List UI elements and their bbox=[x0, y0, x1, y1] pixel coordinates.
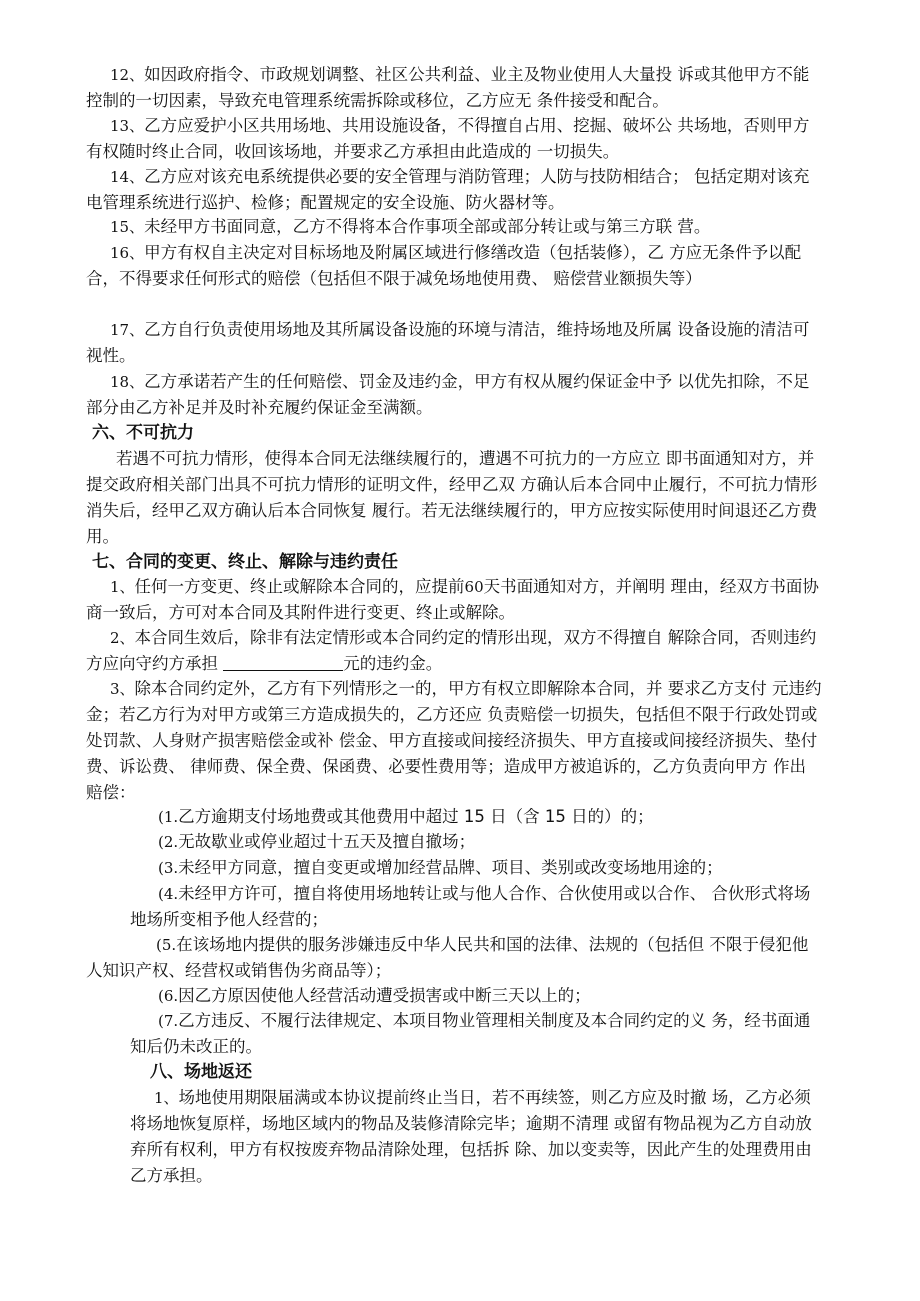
breach-item-3 bbox=[130, 855, 822, 881]
clause-16 bbox=[86, 240, 822, 292]
section-7-para-1 bbox=[86, 574, 822, 626]
item-number: (6. bbox=[158, 987, 179, 1005]
para-text-a: 本合同生效后，除非有法定情形或本合同约定的情形出现，双方不得擅自 解除合同，否则违约方应向守约方承担 bbox=[86, 628, 817, 673]
clause-number: 15、 bbox=[110, 218, 145, 236]
item-number: (4. bbox=[158, 885, 179, 903]
item-number: (5. bbox=[156, 936, 177, 954]
clause-13 bbox=[86, 113, 822, 165]
item-text: 乙方逾期支付场地费或其他费用中超过 15 日（含 15 日的）的； bbox=[178, 807, 654, 826]
breach-item-4 bbox=[130, 881, 822, 933]
para-number: 1、 bbox=[154, 1089, 179, 1107]
clause-text: 乙方应爱护小区共用场地、共用设施设备，不得擅自占用、挖掘、破坏公 共场地，否则甲方有权随时终止合同，收回该场地，并要求乙方承担由此造成的 一切损失。 bbox=[86, 116, 810, 161]
section-8-para-1 bbox=[130, 1085, 822, 1189]
clause-text: 乙方自行负责使用场地及其所属设备设施的环境与清洁，维持场地及所属 设备设施的清洁可视性。 bbox=[86, 320, 810, 365]
clause-number: 13、 bbox=[110, 117, 145, 135]
para-text-a: 任何一方变更、终止或解除本合同的，应提前 bbox=[134, 577, 465, 596]
clause-number: 12、 bbox=[110, 66, 145, 84]
clause-text: 如因政府指令、市政规划调整、社区公共利益、业主及物业使用人大量投 诉或其他甲方不能控制的一切因素，导致充电管理系统需拆除或移位，乙方应无 条件接受和配合。 bbox=[86, 65, 810, 110]
para-number: 3、 bbox=[110, 680, 135, 698]
clause-14 bbox=[86, 164, 822, 216]
clause-number: 17、 bbox=[110, 321, 145, 339]
clause-number: 18、 bbox=[110, 373, 145, 391]
clause-18 bbox=[86, 369, 822, 421]
breach-item-5 bbox=[86, 932, 822, 984]
clause-text: 未经甲方书面同意，乙方不得将本合作事项全部或部分转让或与第三方联 营。 bbox=[144, 217, 711, 236]
para-text-b: 元的违约金。 bbox=[343, 654, 443, 673]
para-text-b: 天书面通知对方，并阐明 理由，经双方书面协商一致后，方可对本合同及其附件进行变更、终止或解除。 bbox=[86, 577, 819, 622]
clause-17 bbox=[86, 317, 822, 369]
clause-12 bbox=[86, 62, 822, 114]
clause-text: 乙方承诺若产生的任何赔偿、罚金及违约金，甲方有权从履约保证金中予 以优先扣除，不足部分由乙方补足并及时补充履约保证金至满额。 bbox=[86, 372, 810, 417]
clause-text: 甲方有权自主决定对目标场地及附属区域进行修缮改造（包括装修），乙 方应无条件予以配合，不得要求任何形式的赔偿（包括但不限于减免场地使用费、 赔偿营业额损失等） bbox=[86, 243, 802, 288]
breach-item-2 bbox=[130, 829, 822, 855]
para-number: 2、 bbox=[110, 629, 135, 647]
item-text: 在该场地内提供的服务涉嫌违反中华人民共和国的法律、法规的（包括但 不限于侵犯他人知识产权、经营权或销售伪劣商品等）； bbox=[86, 935, 809, 980]
item-text: 未经甲方同意，擅自变更或增加经营品牌、项目、类别或改变场地用途的； bbox=[178, 858, 723, 877]
notice-days: 60 bbox=[464, 578, 484, 596]
section-7-para-3 bbox=[86, 676, 822, 806]
section-8-title: 八、场地返还 bbox=[150, 1062, 252, 1082]
item-text: 无故歇业或停业超过十五天及擅自撤场； bbox=[178, 832, 476, 851]
item-number: (2. bbox=[158, 833, 179, 851]
breach-item-6 bbox=[130, 983, 822, 1009]
para-number: 1、 bbox=[110, 578, 135, 596]
clause-15 bbox=[86, 214, 822, 240]
item-text: 未经甲方许可，擅自将使用场地转让或与他人合作、合伙使用或以合作、 合伙形式将场地场所变相予他人经营的； bbox=[130, 884, 811, 929]
penalty-amount-blank bbox=[223, 652, 343, 671]
para-text: 除本合同约定外，乙方有下列情形之一的，甲方有权立即解除本合同，并 要求乙方支付 元违约金；若乙方行为对甲方或第三方造成损失的，乙方还应 负责赔偿一切损失，包括但不限于行政处罚或处罚款、人身财产损害赔偿金或补 偿金、甲方直接或间接经济损失、甲方直接或间接经济损失、垫付费、诉讼费、 律师费、保全费、保函费、必要性费用等；造成甲方被追诉的，乙方负责向甲方 作出赔偿： bbox=[86, 679, 822, 802]
section-7-title: 七、合同的变更、终止、解除与违约责任 bbox=[92, 552, 398, 572]
section-6-body: 若遇不可抗力情形，使得本合同无法继续履行的，遭遇不可抗力的一方应立 即书面通知对方，并提交政府相关部门出具不可抗力情形的证明文件，经甲乙双 方确认后本合同中止履行，不可抗力情形消失后，经甲乙双方确认后本合同恢复 履行。若无法继续履行的，甲方应按实际使用时间退还乙方费用。 bbox=[86, 449, 818, 546]
breach-item-1 bbox=[130, 804, 822, 830]
section-6-title: 六、不可抗力 bbox=[92, 423, 194, 443]
item-text: 乙方违反、不履行法律规定、本项目物业管理相关制度及本合同约定的义 务，经书面通知后仍未改正的。 bbox=[130, 1011, 811, 1056]
clause-number: 14、 bbox=[110, 168, 145, 186]
item-text: 因乙方原因使他人经营活动遭受损害或中断三天以上的； bbox=[178, 986, 591, 1005]
clause-text: 乙方应对该充电系统提供必要的安全管理与消防管理；人防与技防相结合； 包括定期对该充电管理系统进行巡护、检修；配置规定的安全设施、防火器材等。 bbox=[86, 167, 810, 212]
item-number: (3. bbox=[158, 859, 179, 877]
item-number: (7. bbox=[158, 1012, 179, 1030]
section-7-para-2 bbox=[86, 625, 822, 677]
item-number: (1. bbox=[158, 808, 179, 826]
para-text: 场地使用期限届满或本协议提前终止当日，若不再续签，则乙方应及时撤 场，乙方必须将场地恢复原样，场地区域内的物品及装修清除完毕；逾期不清理 或留有物品视为乙方自动放弃所有权利，甲方有权按废弃物品清除处理，包括拆 除、加以变卖等，因此产生的处理费用由乙方承担。 bbox=[130, 1088, 812, 1185]
breach-item-7 bbox=[130, 1008, 822, 1060]
clause-number: 16、 bbox=[110, 244, 145, 262]
